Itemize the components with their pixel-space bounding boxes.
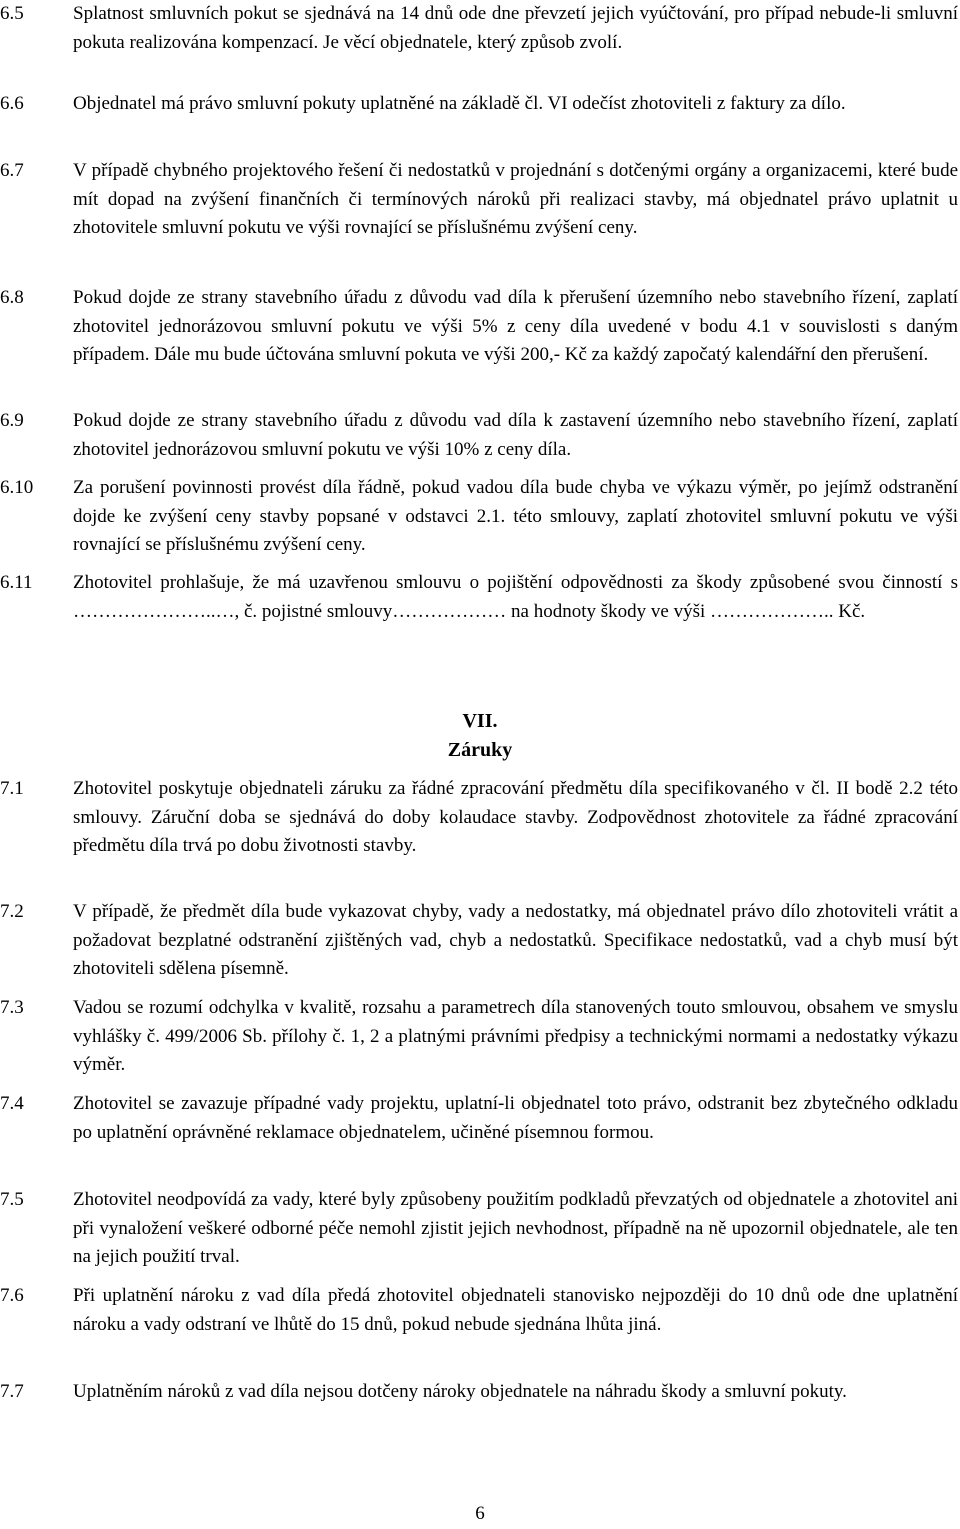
clause-number: 7.2 bbox=[0, 901, 24, 922]
clause-number: 6.10 bbox=[0, 477, 34, 498]
clause-number: 7.1 bbox=[0, 778, 24, 799]
clause-number: 6.9 bbox=[0, 410, 24, 431]
clause-text: Při uplatnění nároku z vad díla předá zhotovitel objednateli stanovisko nejpozději do 10 dnů ode dne uplatnění nároku a vady odstraní ve lhůtě do 15 dnů, pokud nebude sjednána lhůta jiná. bbox=[73, 1285, 958, 1335]
clause-text: Vadou se rozumí odchylka v kvalitě, rozsahu a parametrech díla stanovených touto smlouvou, obsahem ve smyslu vyhlášky č. 499/2006 Sb. přílohy č. 1, 2 a platnými právními předpisy a technickými normami a nedostatky výkazu výměr. bbox=[73, 997, 958, 1075]
clause-number: 7.4 bbox=[0, 1093, 24, 1114]
clause-text: Pokud dojde ze strany stavebního úřadu z důvodu vad díla k zastavení územního nebo stavebního řízení, zaplatí zhotovitel jednorázovou smluvní pokutu ve výši 10% z ceny díla. bbox=[73, 410, 958, 460]
clause-number: 6.6 bbox=[0, 93, 24, 114]
clause-text: Zhotovitel poskytuje objednateli záruku za řádné zpracování předmětu díla specifikovaného v čl. II bodě 2.2 této smlouvy. Záruční doba se sjednává do doby kolaudace stavby. Zodpovědnost zhotovitele za řádné zpracování předmětu díla trvá po dobu životnosti stavby. bbox=[73, 778, 958, 856]
clause-number: 7.5 bbox=[0, 1189, 24, 1210]
clause-text: Zhotovitel se zavazuje případné vady projektu, uplatní-li objednatel toto právo, odstranit bez zbytečného odkladu po uplatnění oprávněné reklamace objednatelem, učiněné písemnou formou. bbox=[73, 1093, 958, 1143]
clause-text: Za porušení povinnosti provést díla řádně, pokud vadou díla bude chyba ve výkazu výměr, po jejímž odstranění dojde ke zvýšení ceny stavby popsané v odstavci 2.1. této smlouvy, zaplatí zhotovitel smluvní pokutu ve výši rovnající se příslušnému zvýšení ceny. bbox=[73, 477, 958, 555]
clause-number: 6.7 bbox=[0, 160, 24, 181]
clause-text: Zhotovitel neodpovídá za vady, které byly způsobeny použitím podkladů převzatých od objednatele a zhotovitel ani při vynaložení veškeré odborné péče nemohl zjistit jejich nevhodnost, případně na ně upozornil objednatele, ale ten na jejich použití trval. bbox=[73, 1189, 958, 1267]
clause-text: Pokud dojde ze strany stavebního úřadu z důvodu vad díla k přerušení územního nebo stavebního řízení, zaplatí zhotovitel jednorázovou smluvní pokutu ve výši 5% z ceny díla uvedené v bodu 4.1 v souvislosti s daným případem. Dále mu bude účtována smluvní pokuta ve výši 200,- Kč za každý započatý kalendářní den přerušení. bbox=[73, 287, 958, 365]
clause-text: Objednatel má právo smluvní pokuty uplatněné na základě čl. VI odečíst zhotoviteli z faktury za dílo. bbox=[73, 93, 846, 114]
section-title: Záruky bbox=[447, 739, 513, 761]
clause-number: 6.8 bbox=[0, 287, 24, 308]
section-number: VII. bbox=[462, 710, 498, 732]
clause-number: 7.7 bbox=[0, 1381, 24, 1402]
clause-text: V případě chybného projektového řešení či nedostatků v projednání s dotčenými orgány a organizacemi, které bude mít dopad na zvýšení finančních či termínových nároků při realizaci stavby, má objednatel právo uplatnit u zhotovitele smluvní pokutu ve výši rovnající se příslušnému zvýšení ceny. bbox=[73, 160, 958, 238]
clause-text: Splatnost smluvních pokut se sjednává na 14 dnů ode dne převzetí jejich vyúčtování, pro případ nebude-li smluvní pokuta realizována kompenzací. Je věcí objednatele, který způsob zvolí. bbox=[73, 3, 958, 53]
clause-text: Zhotovitel prohlašuje, že má uzavřenou smlouvu o pojištění odpovědnosti za škody způsobené svou činností s …………………..…, č. pojistné smlouvy……………… na hodnoty škody ve výši ……………….. Kč. bbox=[73, 572, 958, 622]
clause-text: Uplatněním nároků z vad díla nejsou dotčeny nároky objednatele na náhradu škody a smluvní pokuty. bbox=[73, 1381, 847, 1402]
clause-number: 6.11 bbox=[0, 572, 33, 593]
clause-number: 6.5 bbox=[0, 3, 24, 24]
clause-number: 7.6 bbox=[0, 1285, 24, 1306]
page-number: 6 bbox=[475, 1503, 485, 1524]
clause-number: 7.3 bbox=[0, 997, 24, 1018]
clause-text: V případě, že předmět díla bude vykazovat chyby, vady a nedostatky, má objednatel právo dílo zhotoviteli vrátit a požadovat bezplatné odstranění zjištěných vad, chyb a nedostatků. Specifikace nedostatků, vad a chyb musí být zhotoviteli sdělena písemně. bbox=[73, 901, 958, 979]
